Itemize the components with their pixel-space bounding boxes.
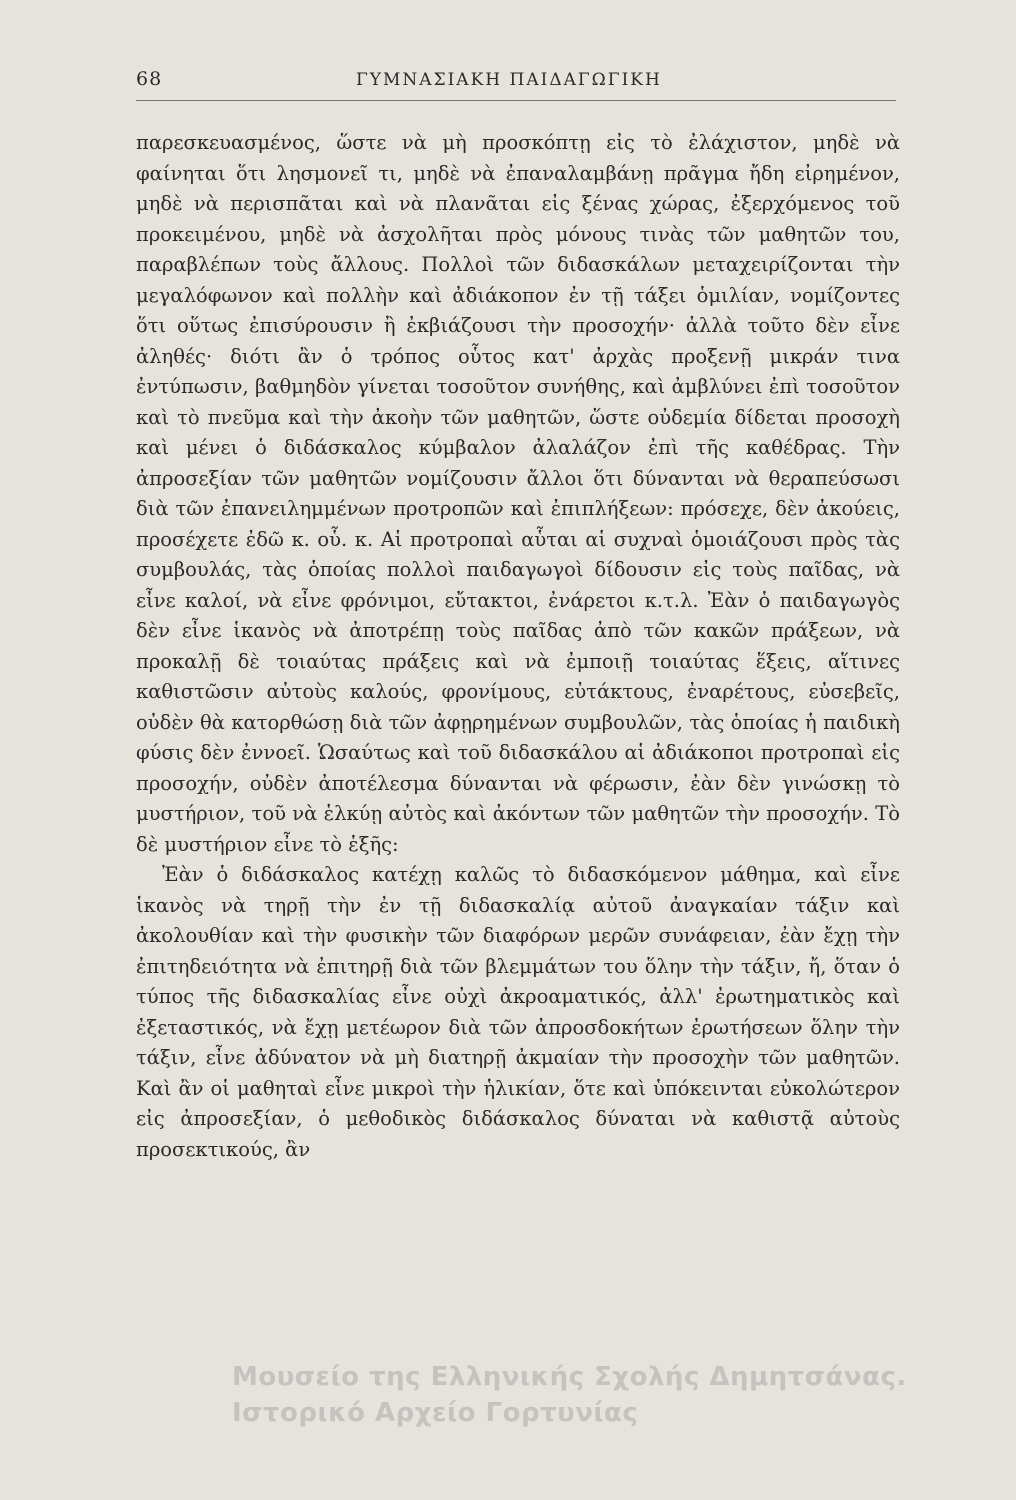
header-rule [136, 100, 896, 101]
body-text [136, 128, 900, 1165]
running-head [136, 64, 896, 104]
paragraph: Ἐὰν ὁ διδάσκαλος κατέχῃ καλῶς τὸ διδασκόμενον μάθημα, καὶ εἶνε ἱκανὸς νὰ τηρῇ τὴν ἐν τῇ διδασκαλίᾳ αὐτοῦ ἀναγκαίαν τάξιν καὶ ἀκολουθίαν καὶ τὴν φυσικὴν τῶν διαφόρων μερῶν συνάφειαν, ἐὰν ἔχῃ τὴν ἐπιτηδειότητα νὰ ἐπιτηρῇ διὰ τῶν βλεμμάτων του ὅλην τὴν τάξιν, ἤ, ὅταν ὁ τύπος τῆς διδασκαλίας εἶνε οὐχὶ ἀκροαματικός, ἀλλ' ἐρωτηματικὸς καὶ ἐξεταστικός, νὰ ἔχῃ μετέωρον διὰ τῶν ἀπροσδοκήτων ἐρωτήσεων ὅλην τὴν τάξιν, εἶνε ἀδύνατον νὰ μὴ διατηρῇ ἀκμαίαν τὴν προσοχὴν τῶν μαθητῶν. Καὶ ἂν οἱ μαθηταὶ εἶνε μικροὶ τὴν ἡλικίαν, ὅτε καὶ ὑπόκεινται εὐκολώτερον εἰς ἀπροσεξίαν, ὁ μεθοδικὸς διδάσκαλος δύναται νὰ καθιστᾷ αὐτοὺς προσεκτικούς, ἂν [136, 863, 900, 1161]
page-number: 68 [136, 68, 163, 90]
watermark-line: Ιστορικό Αρχείο Γορτυνίας [232, 1398, 639, 1428]
paragraph: παρεσκευασμένος, ὥστε νὰ μὴ προσκόπτῃ εἰς τὸ ἐλάχιστον, μηδὲ νὰ φαίνηται ὅτι λησμονεῖ τι, μηδὲ νὰ ἐπαναλαμβάνῃ πρᾶγμα ἤδη εἰρημένον, μηδὲ νὰ περισπᾶται καὶ νὰ πλανᾶται εἰς ξένας χώρας, ἐξερχόμενος τοῦ προκειμένου, μηδὲ νὰ ἀσχολῆται πρὸς μόνους τινὰς τῶν μαθητῶν του, παραβλέπων τοὺς ἄλλους. Πολλοὶ τῶν διδασκάλων μεταχειρίζονται τὴν μεγαλόφωνον καὶ πολλὴν καὶ ἀδιάκοπον ἐν τῇ τάξει ὁμιλίαν, νομίζοντες ὅτι οὕτως ἐπισύρουσιν ἢ ἐκβιάζουσι τὴν προσοχήν· ἀλλὰ τοῦτο δὲν εἶνε ἀληθές· διότι ἂν ὁ τρόπος οὗτος κατ' ἀρχὰς προξενῇ μικράν τινα ἐντύπωσιν, βαθμηδὸν γίνεται τοσοῦτον συνήθης, καὶ ἀμβλύνει ἐπὶ τοσοῦτον καὶ τὸ πνεῦμα καὶ τὴν ἀκοὴν τῶν μαθητῶν, ὥστε οὐδεμία δίδεται προσοχὴ καὶ μένει ὁ διδάσκαλος κύμβαλον ἀλαλάζον ἐπὶ τῆς καθέδρας. Τὴν ἀπροσεξίαν τῶν μαθητῶν νομίζουσιν ἄλλοι ὅτι δύνανται νὰ θεραπεύσωσι διὰ τῶν ἐπανειλημμένων προτροπῶν καὶ ἐπιπλήξεων: πρόσεχε, δὲν ἀκούεις, προσέχετε ἐδῶ κ. οὗ. κ. Αἱ προτροπαὶ αὗται αἱ συχναὶ ὁμοιάζουσι πρὸς τὰς συμβουλάς, τὰς ὁποίας πολλοὶ παιδαγωγοὶ δίδουσιν εἰς τοὺς παῖδας, νὰ εἶνε καλοί, νὰ εἶνε φρόνιμοι, εὔτακτοι, ἐνάρετοι κ.τ.λ. Ἐὰν ὁ παιδαγωγὸς δὲν εἶνε ἱκανὸς νὰ ἀποτρέπῃ τοὺς παῖδας ἀπὸ τῶν κακῶν πράξεων, νὰ προκαλῇ δὲ τοιαύτας πράξεις καὶ νὰ ἐμποιῇ τοιαύτας ἕξεις, αἵτινες καθιστῶσιν αὐτοὺς καλούς, φρονίμους, εὐτάκτους, ἐναρέτους, εὐσεβεῖς, οὐδὲν θὰ κατορθώσῃ διὰ τῶν ἀφῃρημένων συμβουλῶν, τὰς ὁποίας ἡ παιδικὴ φύσις δὲν ἐννοεῖ. Ὡσαύτως καὶ τοῦ διδασκάλου αἱ ἀδιάκοποι προτροπαὶ εἰς προσοχήν, οὐδὲν ἀποτέλεσμα δύνανται νὰ φέρωσιν, ἐὰν δὲν γινώσκῃ τὸ μυστήριον, τοῦ νὰ ἑλκύῃ αὐτὸς καὶ ἀκόντων τῶν μαθητῶν τὴν προσοχήν. Τὸ δὲ μυστήριον εἶνε τὸ ἑξῆς: [136, 131, 900, 856]
archive-watermark [232, 1362, 992, 1428]
watermark-line: Μουσείο της Ελληνικής Σχολής Δημητσάνας. [232, 1362, 907, 1392]
running-title: ΓΥΜΝΑΣΙΑΚΗ ΠΑΙΔΑΓΩΓΙΚΗ [356, 70, 662, 90]
